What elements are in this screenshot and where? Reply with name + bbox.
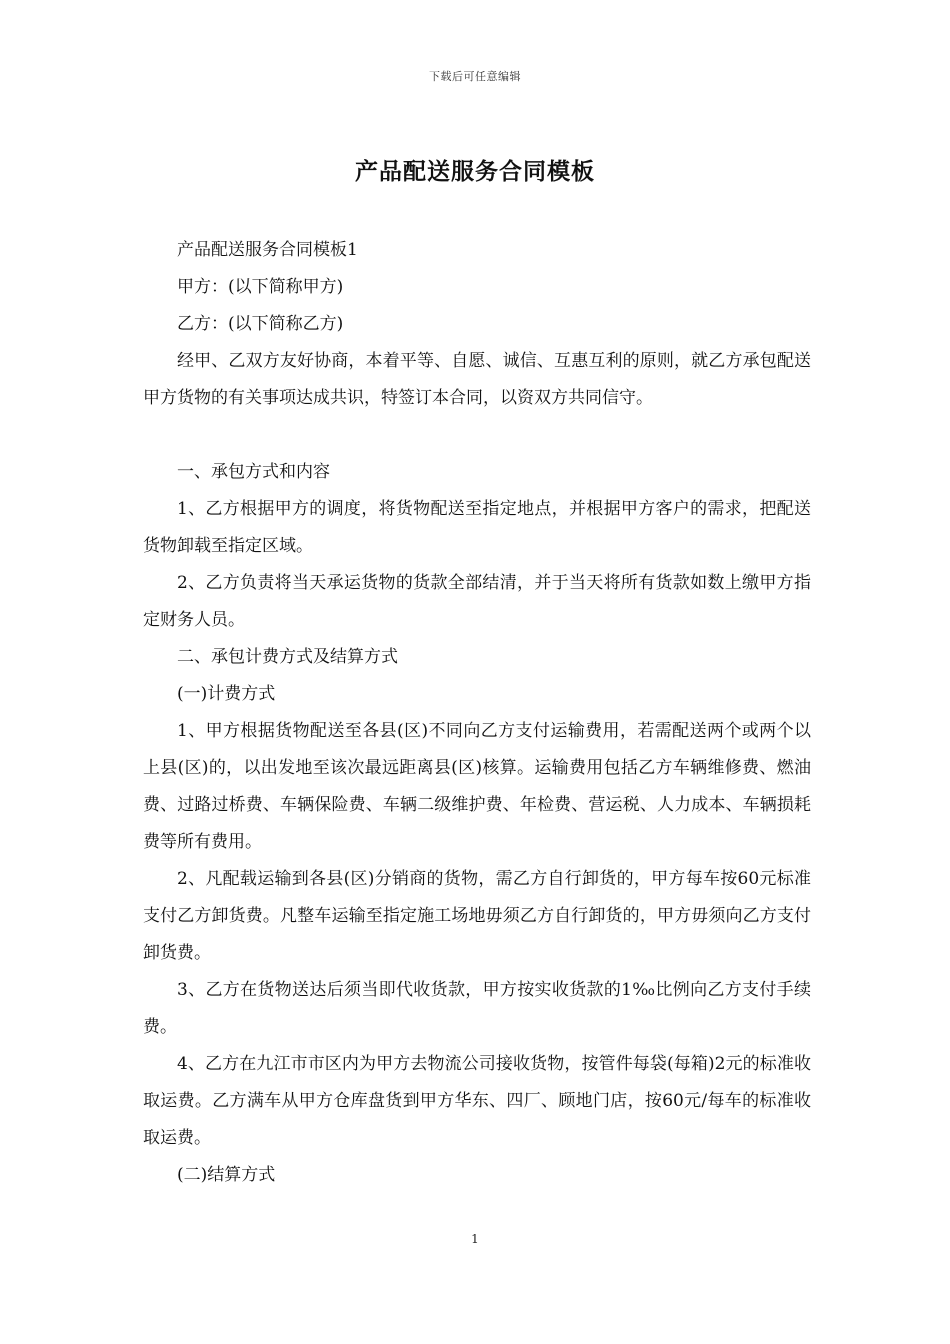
document-title: 产品配送服务合同模板	[355, 158, 595, 185]
paragraph-party-a: 甲方：(以下简称甲方)	[177, 277, 344, 297]
paragraph-clause: 2、乙方负责将当天承运货物的货款全部结清，并于当天将所有货款如数上缴甲方指定财务人员。	[143, 573, 811, 630]
subsection-heading: (二)结算方式	[177, 1165, 276, 1185]
paragraph-party-b: 乙方：(以下简称乙方)	[177, 314, 344, 334]
header-note: 下载后可任意编辑	[429, 70, 521, 83]
document-body	[143, 232, 811, 1194]
section-heading-1: 一、承包方式和内容	[177, 462, 330, 482]
paragraph-clause: 3、乙方在货物送达后须当即代收货款，甲方按实收货款的1‰比例向乙方支付手续费。	[143, 980, 811, 1037]
paragraph-clause: 1、乙方根据甲方的调度，将货物配送至指定地点，并根据甲方客户的需求，把配送货物卸载至指定区域。	[143, 499, 811, 556]
page-number: 1	[471, 1232, 479, 1246]
section-heading-2: 二、承包计费方式及结算方式	[177, 647, 398, 667]
paragraph-clause: 2、凡配载运输到各县(区)分销商的货物，需乙方自行卸货的，甲方每车按60元标准支付乙方卸货费。凡整车运输至指定施工场地毋须乙方自行卸货的，甲方毋须向乙方支付卸货费。	[143, 869, 811, 963]
paragraph-clause: 1、甲方根据货物配送至各县(区)不同向乙方支付运输费用，若需配送两个或两个以上县(区)的，以出发地至该次最远距离县(区)核算。运输费用包括乙方车辆维修费、燃油费、过路过桥费、车辆保险费、车辆二级维护费、年检费、营运税、人力成本、车辆损耗费等所有费用。	[143, 721, 811, 852]
paragraph-clause: 4、乙方在九江市市区内为甲方去物流公司接收货物，按管件每袋(每箱)2元的标准收取运费。乙方满车从甲方仓库盘货到甲方华东、四厂、顾地门店，按60元/每车的标准收取运费。	[143, 1054, 811, 1148]
paragraph-preamble: 经甲、乙双方友好协商，本着平等、自愿、诚信、互惠互利的原则，就乙方承包配送甲方货物的有关事项达成共识，特签订本合同，以资双方共同信守。	[143, 351, 811, 408]
paragraph-subtitle: 产品配送服务合同模板1	[177, 240, 358, 260]
subsection-heading: (一)计费方式	[177, 684, 276, 704]
